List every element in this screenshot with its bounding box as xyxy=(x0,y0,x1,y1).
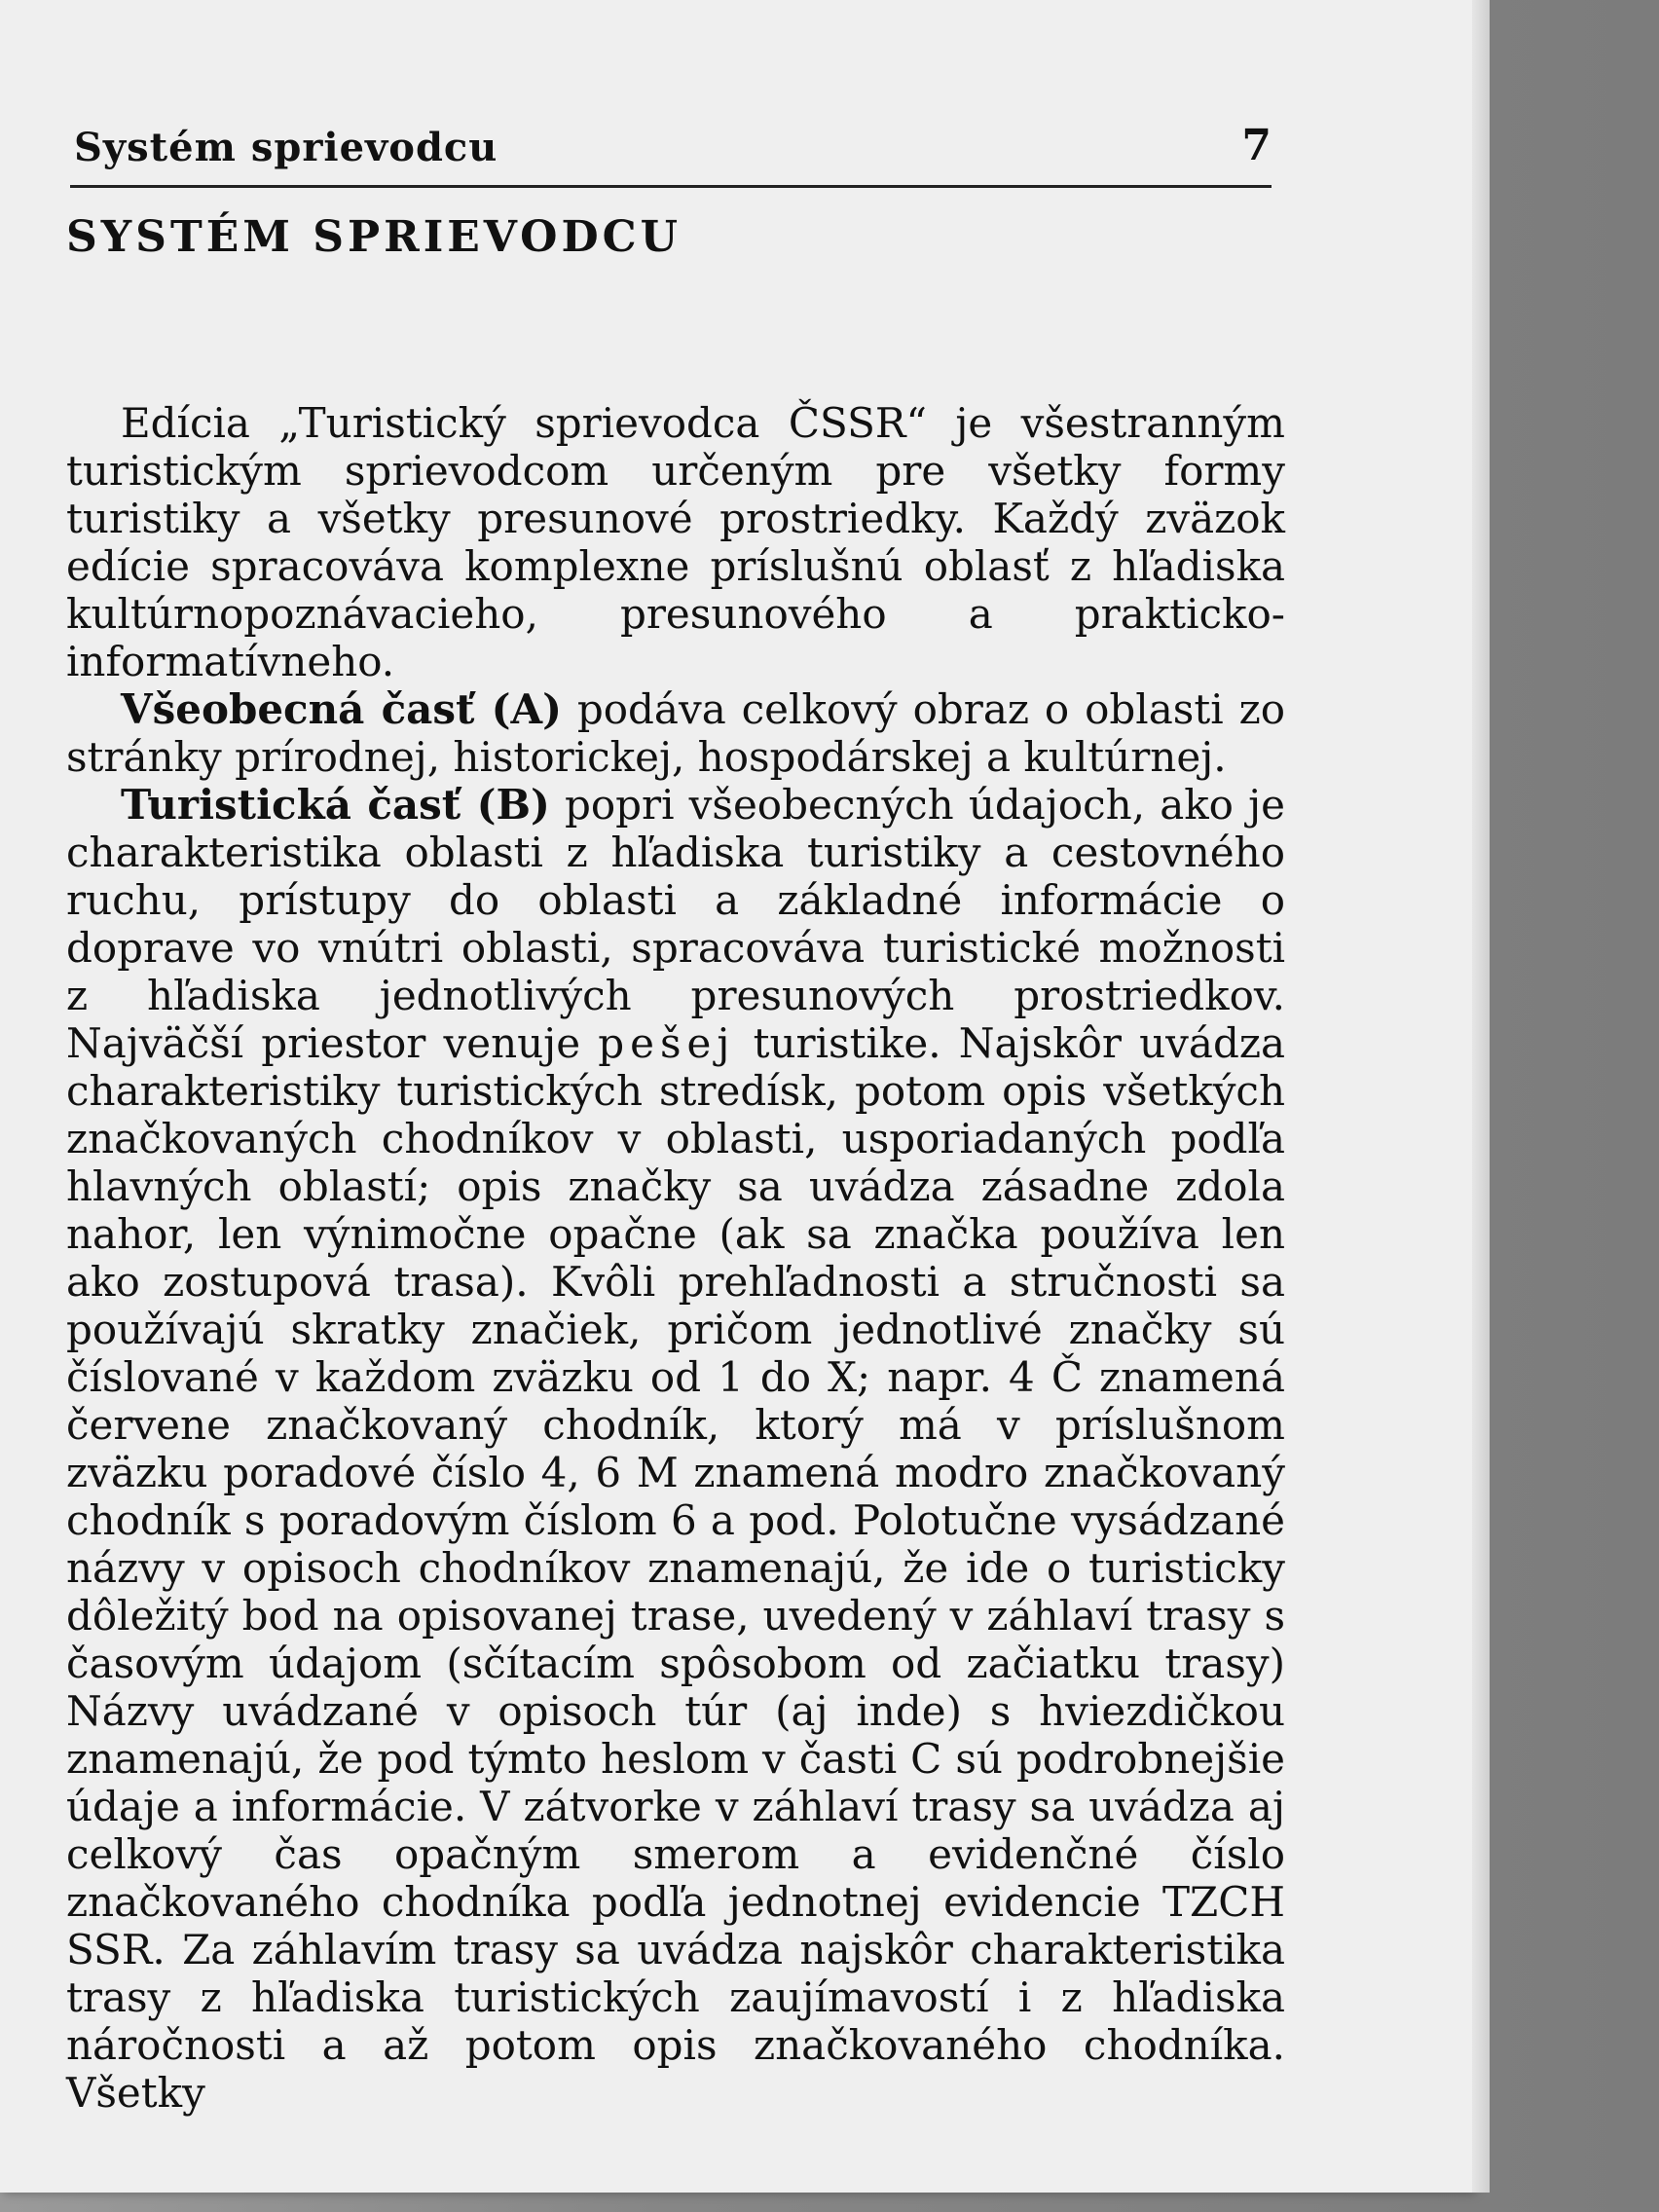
tourist-part-heading: Turistická časť (B) xyxy=(121,781,550,829)
body-text xyxy=(66,399,1285,2117)
section-title: SYSTÉM SPRIEVODCU xyxy=(66,212,682,262)
running-header xyxy=(74,121,1272,183)
header-divider xyxy=(70,185,1272,188)
tourist-part-emphasis: pešej xyxy=(598,1019,736,1067)
paragraph-general-part xyxy=(66,685,1285,781)
tourist-part-text-b: turistike. Najskôr uvádza charakteristiky turistických stredísk, potom opis všetkých značkovaných chodníkov v oblasti, usporiadaných podľa hlavných oblastí; opis značky sa uvádza zásadne zdola nahor, len výnimočne opačne (ak sa značka používa len ako zostupová trasa). Kvôli prehľadnosti a stručnosti sa používajú skratky značiek, pričom jednotlivé značky sú číslované v každom zväzku od 1 do X; napr. 4 Č znamená červene značkovaný chodník, ktorý má v príslušnom zväzku poradové číslo 4, 6 M znamená modro značkovaný chodník s poradovým číslom 6 a pod. Polotučne vysádzané názvy v opisoch chodníkov znamenajú, že ide o turisticky dôležitý bod na opisovanej trase, uvedený v záhlaví trasy s časovým údajom (sčítacím spôsobom od začiatku trasy) Názvy uvádzané v opisoch túr (aj inde) s hviezdičkou znamenajú, že pod týmto heslom v časti C sú podrobnejšie údaje a informácie. V zátvorke v záhlaví trasy sa uvádza aj celkový čas opačným smerom a evidenčné číslo značkovaného chodníka podľa jednotnej evidencie TZCH SSR. Za záhlavím trasy sa uvádza najskôr charakteristika trasy z hľadiska turistických zaujímavostí i z hľadiska náročnosti a až potom opis značkovaného chodníka. Všetky xyxy=(66,1019,1285,2117)
running-title: Systém sprievodcu xyxy=(74,125,498,170)
page-number: 7 xyxy=(1241,121,1272,170)
paragraph-tourist-part xyxy=(66,781,1285,2117)
general-part-text: podáva celkový obraz o oblasti zo stránky prírodnej, historickej, hospodárskej a kultúrnej. xyxy=(66,685,1285,781)
general-part-heading: Všeobecná časť (A) xyxy=(121,685,562,733)
page-edge xyxy=(1472,0,1490,2193)
tourist-part-text-a: popri všeobecných údajoch, ako je charakteristika oblasti z hľadiska turistiky a cestovného ruchu, prístupy do oblasti a základné informácie o doprave vo vnútri oblasti, spracováva turistické možnosti z hľadiska jednotlivých presunových prostriedkov. Najväčší priestor venuje xyxy=(66,781,1285,1067)
paragraph-intro-text: Edícia „Turistický sprievodca ČSSR“ je všestranným turistickým sprievodcom určeným pre všetky formy turistiky a všetky presunové prostriedky. Každý zväzok edície spracováva komplexne príslušnú oblasť z hľadiska kultúrnopoznávacieho, presunového a prakticko-informatívneho. xyxy=(66,399,1285,685)
paragraph-intro xyxy=(66,399,1285,685)
